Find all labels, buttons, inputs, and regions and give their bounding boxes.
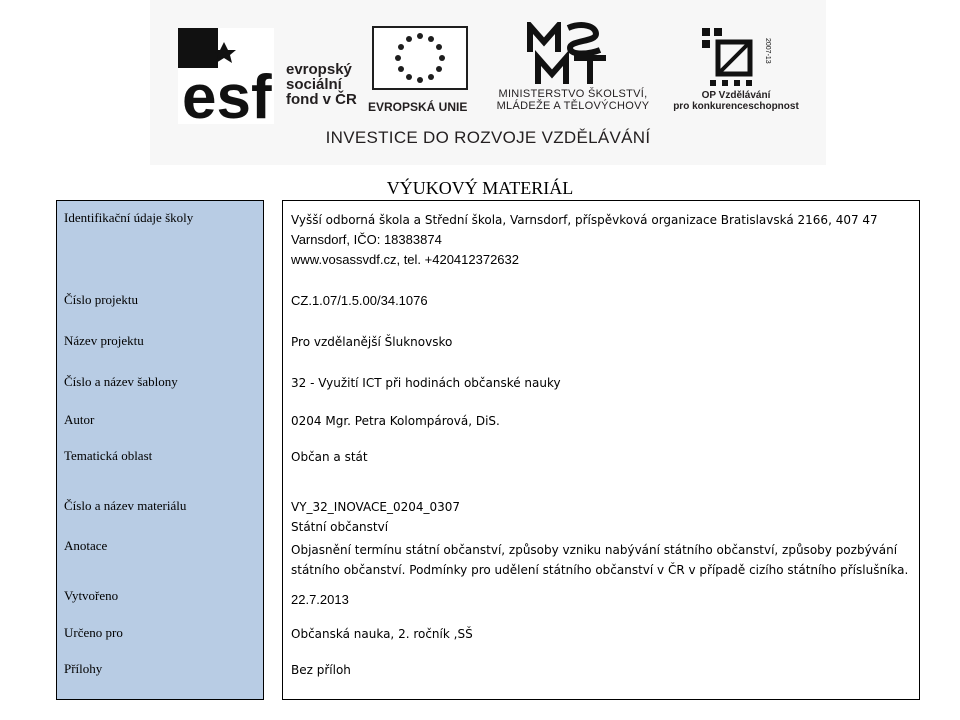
label-created: Vytvořeno: [64, 588, 119, 603]
label-school-id: Identifikační údaje školy: [64, 210, 194, 225]
op-logo-text: OP Vzdělávání pro konkurenceschopnost: [673, 90, 799, 112]
value-attachments: Bez příloh: [291, 663, 351, 677]
value-topic: Občan a stát: [291, 450, 368, 464]
document-title: VÝUKOVÝ MATERIÁL: [386, 178, 574, 198]
value-annotation-line-2: státního občanství. Podmínky pro udělení státního občanství v ČR v případě cizího státního příslušníka.: [291, 563, 909, 577]
label-material: Číslo a název materiálu: [64, 498, 187, 513]
value-template: 32 - Využití ICT při hodinách občanské nauky: [291, 376, 561, 390]
value-project-number: CZ.1.07/1.5.00/34.1076: [291, 293, 428, 308]
esf-logo-text: evropský sociální fond v ČR: [286, 61, 357, 108]
op-logo-icon: [700, 24, 774, 94]
eu-flag-icon: [372, 26, 468, 90]
value-school-line-3: www.vosassvdf.cz, tel. +420412372632: [291, 252, 520, 267]
value-annotation-line-1: Objasnění termínu státní občanství, způsoby vzniku nabývání státního občanství, způsoby pozbývání: [291, 543, 898, 557]
label-project-name: Název projektu: [64, 333, 144, 348]
value-material-code: VY_32_INOVACE_0204_0307: [291, 500, 461, 514]
logo-banner: [150, 0, 826, 165]
esf-logo-icon: [178, 28, 274, 124]
msmt-logo-icon: [526, 22, 610, 88]
value-author: 0204 Mgr. Petra Kolompárová, DiS.: [291, 414, 500, 428]
value-created: 22.7.2013: [291, 592, 349, 607]
label-intended-for: Určeno pro: [64, 625, 123, 640]
label-project-number: Číslo projektu: [64, 292, 139, 307]
label-author: Autor: [64, 412, 95, 427]
value-intended-for: Občanská nauka, 2. ročník ,SŠ: [291, 627, 473, 641]
value-school-line-1: Vyšší odborná škola a Střední škola, Varnsdorf, příspěvková organizace Bratislavská 2166, 407 47: [291, 213, 878, 227]
svg-text:2007-13: 2007-13: [764, 38, 771, 64]
msmt-logo-text: MINISTERSTVO ŠKOLSTVÍ, MLÁDEŽE A TĚLOVÝCHOVY: [496, 88, 650, 112]
investice-tagline: INVESTICE DO ROZVOJE VZDĚLÁVÁNÍ: [325, 128, 651, 147]
label-annotation: Anotace: [64, 538, 108, 553]
label-topic: Tematická oblast: [64, 448, 153, 463]
value-project-name: Pro vzdělanější Šluknovsko: [291, 335, 453, 349]
eu-label: EVROPSKÁ UNIE: [368, 100, 468, 114]
value-material-name: Státní občanství: [291, 520, 389, 534]
svg-text:esf: esf: [182, 63, 272, 124]
label-template: Číslo a název šablony: [64, 374, 178, 389]
label-attachments: Přílohy: [64, 661, 103, 676]
value-school-line-2: Varnsdorf, IČO: 18383874: [291, 232, 442, 247]
